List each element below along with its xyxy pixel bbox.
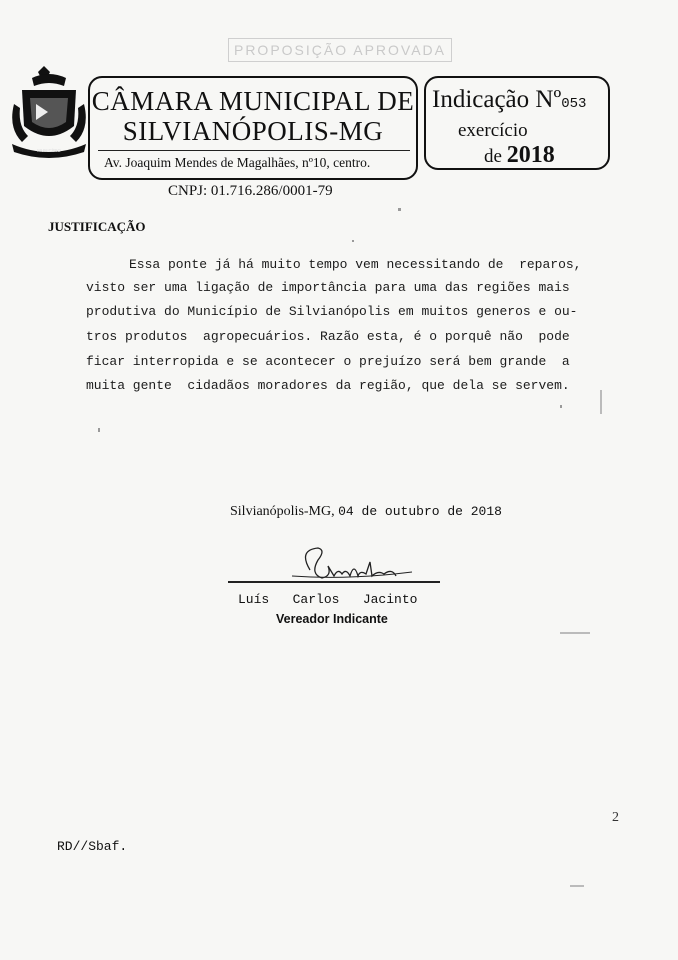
scan-speck — [560, 405, 562, 408]
scan-speck — [560, 632, 590, 634]
place-date — [230, 504, 502, 520]
exercicio-year — [484, 142, 555, 169]
body-line-6: muita gente cidadãos moradores da região, que dela se servem. — [86, 378, 570, 393]
scan-speck — [398, 208, 401, 211]
scan-speck — [600, 390, 602, 414]
page-number: 2 — [612, 810, 619, 825]
indicacao-title — [432, 86, 586, 114]
scan-speck — [98, 428, 100, 432]
municipal-crest-icon — [8, 64, 90, 164]
scan-speck — [352, 240, 354, 242]
date: 04 de outubro de 2018 — [338, 504, 502, 519]
signer-name: Luís Carlos Jacinto — [238, 592, 418, 607]
body-line-4: tros produtos agropecuários. Razão esta, é o porquê não pode — [86, 329, 570, 344]
reference-code: RD//Sbaf. — [57, 839, 128, 854]
scan-speck — [570, 885, 584, 887]
signature-line — [228, 581, 440, 583]
org-name-line2: SILVIANÓPOLIS-MG — [122, 116, 384, 146]
org-address: Av. Joaquim Mendes de Magalhães, nº10, centro. — [104, 155, 371, 170]
cnpj: CNPJ: 01.716.286/0001-79 — [168, 183, 333, 199]
signer-role: Vereador Indicante — [276, 612, 388, 626]
year-value: 2018 — [506, 142, 555, 168]
svg-text:MUNICÍPIO: MUNICÍPIO — [37, 148, 61, 153]
org-name-line1: CÂMARA MUNICIPAL DE — [91, 86, 415, 116]
body-line-5: ficar interropida e se acontecer o prejuízo será bem grande a — [86, 354, 570, 369]
place: Silvianópolis-MG, — [230, 504, 335, 519]
address-divider — [98, 150, 410, 151]
indicacao-label: Indicação Nº — [432, 86, 562, 113]
body-line-1: Essa ponte já há muito tempo vem necessitando de reparos, — [129, 257, 582, 272]
body-line-3: produtiva do Município de Silvianópolis em muitos generos e ou- — [86, 304, 578, 319]
body-line-2: visto ser uma ligação de importância para uma das regiões mais — [86, 280, 570, 295]
exercicio-label: exercício — [458, 120, 528, 141]
section-title: JUSTIFICAÇÃO — [48, 219, 146, 234]
header-box — [88, 76, 418, 180]
org-name — [90, 86, 416, 146]
indicacao-number: 053 — [561, 96, 587, 112]
indicacao-box — [424, 76, 610, 170]
year-prefix: de — [484, 146, 502, 167]
approval-stamp: PROPOSIÇÃO APROVADA — [228, 38, 452, 62]
